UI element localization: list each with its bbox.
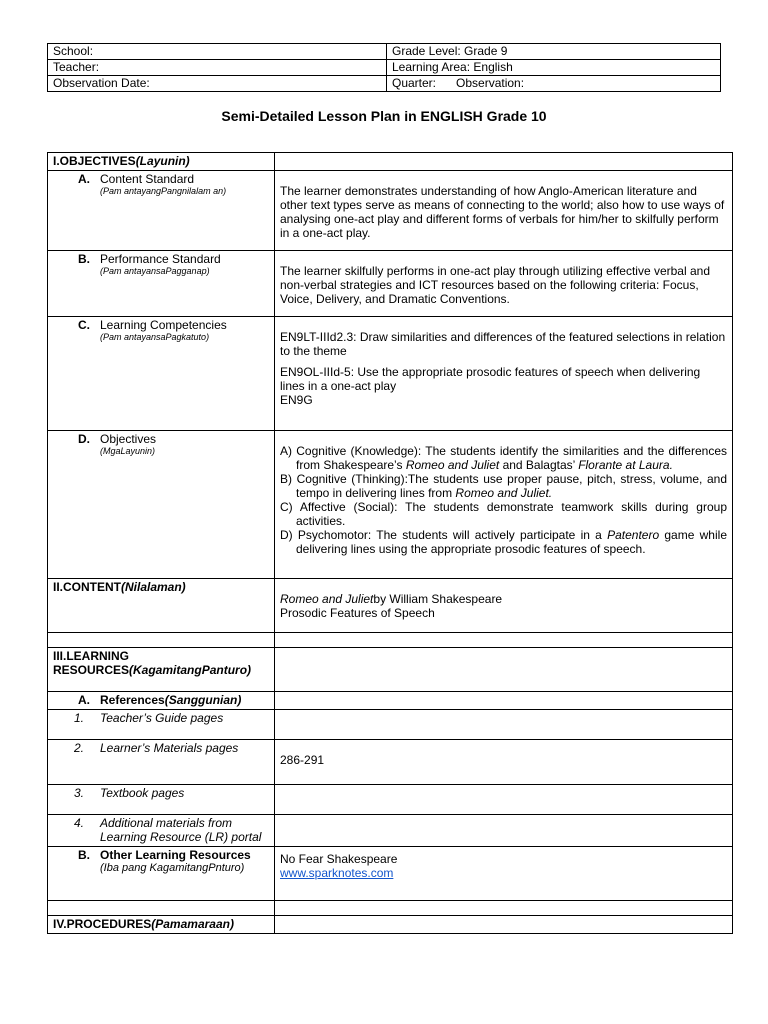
objectives-heading: I.OBJECTIVES(Layunin) — [48, 153, 275, 171]
empty-row — [48, 633, 733, 648]
objectives-label: D. Objectives (MgaLayunin) — [48, 431, 275, 579]
header-row — [48, 44, 721, 60]
header-row — [48, 60, 721, 76]
learning-competencies-value: EN9LT-IIId2.3: Draw similarities and differences of the featured selections in relation to the theme EN9OL-IIId-5: Use the appropriate prosodic features of speech when delivering lines in a one-act play EN9G — [275, 317, 733, 431]
resource-label: 2. Learner’s Materials pages — [48, 740, 275, 785]
resource-label: 4. Additional materials from Learning Resource (LR) portal — [48, 815, 275, 847]
learning-competencies-row — [48, 317, 733, 431]
objective-cognitive-thinking: B) Cognitive (Thinking):The students use proper pause, pitch, stress, volume, and tempo in delivering lines from Romeo and Juliet. — [280, 472, 727, 500]
objectives-value — [275, 431, 733, 579]
quarter-observation-field — [387, 76, 721, 92]
header-row — [48, 76, 721, 92]
document-title: Semi-Detailed Lesson Plan in ENGLISH Grade 10 — [221, 108, 547, 124]
empty-cell — [275, 692, 733, 710]
resource-value — [275, 710, 733, 740]
performance-standard-label: B. Performance Standard (Pam antayansaPagganap) — [48, 251, 275, 317]
learning-resources-heading: III.LEARNING RESOURCES(KagamitangPanturo) — [48, 648, 275, 692]
content-standard-row — [48, 171, 733, 251]
references-label: A. References(Sanggunian) — [48, 692, 275, 710]
content-standard-value: The learner demonstrates understanding of how Anglo-American literature and other text types serve as means of connecting to the world; also how to use ways of analysing one-act play and different forms of verbals for him/her to skilfully perform in a one-act play. — [275, 171, 733, 251]
sparknotes-link[interactable]: www.sparknotes.com — [280, 866, 394, 880]
empty-cell — [275, 916, 733, 934]
resource-value — [275, 785, 733, 815]
grade-level-field: Grade Level: Grade 9 — [387, 44, 721, 60]
performance-standard-value: The learner skilfully performs in one-act play through utilizing effective verbal and non-verbal strategies and ICT resources based on the following criteria: Focus, Voice, Delivery, and Dramatic Conventions. — [275, 251, 733, 317]
empty-row — [48, 901, 733, 916]
resource-label: 3. Textbook pages — [48, 785, 275, 815]
resource-row — [48, 710, 733, 740]
learning-area-field: Learning Area: English — [387, 60, 721, 76]
other-resources-value: No Fear Shakespeare www.sparknotes.com — [275, 847, 733, 901]
resource-row — [48, 785, 733, 815]
header-table — [47, 43, 721, 92]
quarter-label: Quarter: — [392, 76, 437, 90]
content-row — [48, 579, 733, 633]
performance-standard-row — [48, 251, 733, 317]
observation-date-field: Observation Date: — [48, 76, 387, 92]
resource-row — [48, 740, 733, 785]
resource-value: 286-291 — [275, 740, 733, 785]
resource-label: 1. Teacher’s Guide pages — [48, 710, 275, 740]
objectives-list — [280, 444, 727, 556]
lesson-plan-table — [47, 152, 733, 934]
resource-row — [48, 815, 733, 847]
content-standard-label: A. Content Standard (Pam antayangPangnilalam an) — [48, 171, 275, 251]
procedures-heading-row — [48, 916, 733, 934]
objective-cognitive-knowledge: A) Cognitive (Knowledge): The students identify the similarities and the differences from Shakespeare’s Romeo and Juliet and Balagtas’ Florante at Laura. — [280, 444, 727, 472]
empty-cell — [275, 648, 733, 692]
procedures-heading: IV.PROCEDURES(Pamamaraan) — [48, 916, 275, 934]
learning-competencies-label: C. Learning Competencies (Pam antayansaPagkatuto) — [48, 317, 275, 431]
observation-label: Observation: — [456, 76, 525, 90]
objectives-heading-row — [48, 153, 733, 171]
content-heading: II.CONTENT(Nilalaman) — [48, 579, 275, 633]
empty-cell — [275, 153, 733, 171]
objectives-row — [48, 431, 733, 579]
objective-psychomotor: D) Psychomotor: The students will actively participate in a Patentero game while delivering lines using the appropriate prosodic features of speech. — [280, 528, 727, 556]
other-resources-label: B. Other Learning Resources (Iba pang KagamitangPnturo) — [48, 847, 275, 901]
other-resources-row — [48, 847, 733, 901]
objective-affective: C) Affective (Social): The students demonstrate teamwork skills during group activities. — [280, 500, 727, 528]
learning-resources-heading-row — [48, 648, 733, 692]
teacher-field: Teacher: — [48, 60, 387, 76]
school-field: School: — [48, 44, 387, 60]
resource-value — [275, 815, 733, 847]
content-value: Romeo and Julietby William Shakespeare Prosodic Features of Speech — [275, 579, 733, 633]
references-row — [48, 692, 733, 710]
